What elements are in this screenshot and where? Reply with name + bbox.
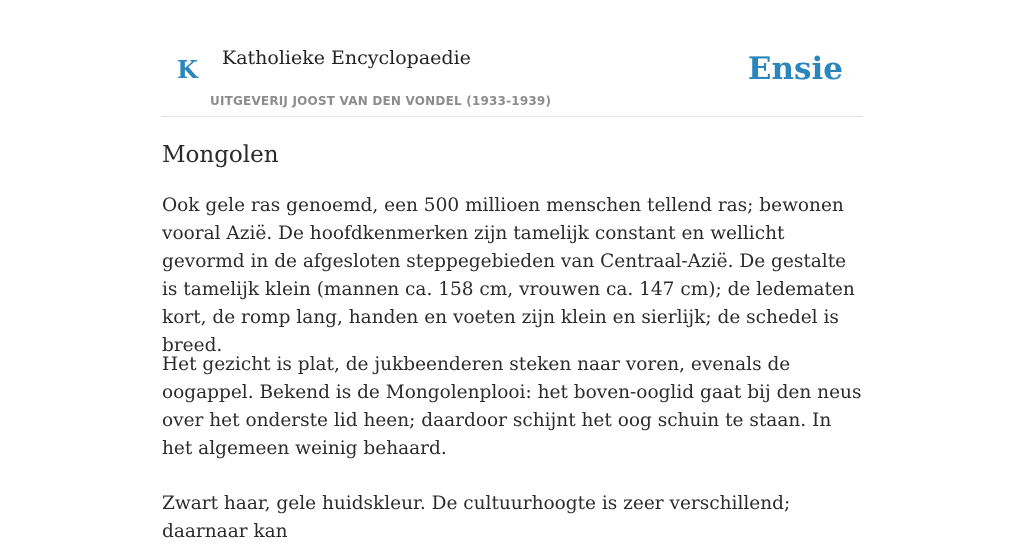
- article-paragraph: Ook gele ras genoemd, een 500 millioen menschen tellend ras; bewonen vooral Azië. De hoofdkenmerken zijn tamelijk constant en wellicht gevormd in de afgesloten steppegebieden van Centraal-Azië. De gestalte is tamelijk klein (mannen ca. 158 cm, vrouwen ca. 147 cm); de ledematen kort, de romp lang, handen en voeten zijn klein en sierlijk; de schedel is breed.: [162, 195, 855, 356]
- site-title[interactable]: Katholieke Encyclopaedie: [222, 47, 471, 69]
- site-subtitle: UITGEVERIJ JOOST VAN DEN VONDEL (1933-1939): [210, 94, 552, 108]
- brand-link[interactable]: Ensie: [747, 51, 843, 87]
- page: [162, 0, 862, 542]
- article-paragraph: Zwart haar, gele huidskleur. De cultuurhoogte is zeer verschillend; daarnaar kan: [162, 493, 791, 542]
- article-title: Mongolen: [162, 142, 279, 168]
- article-paragraph: Het gezicht is plat, de jukbeenderen steken naar voren, evenals de oogappel. Bekend is de Mongolenplooi: het boven-ooglid gaat bij den neus over het onderste lid heen; daardoor schijnt het oog schuin te staan. In het algemeen weinig behaard.: [162, 354, 862, 459]
- site-header: [162, 0, 862, 117]
- site-logo-icon[interactable]: K: [177, 55, 198, 84]
